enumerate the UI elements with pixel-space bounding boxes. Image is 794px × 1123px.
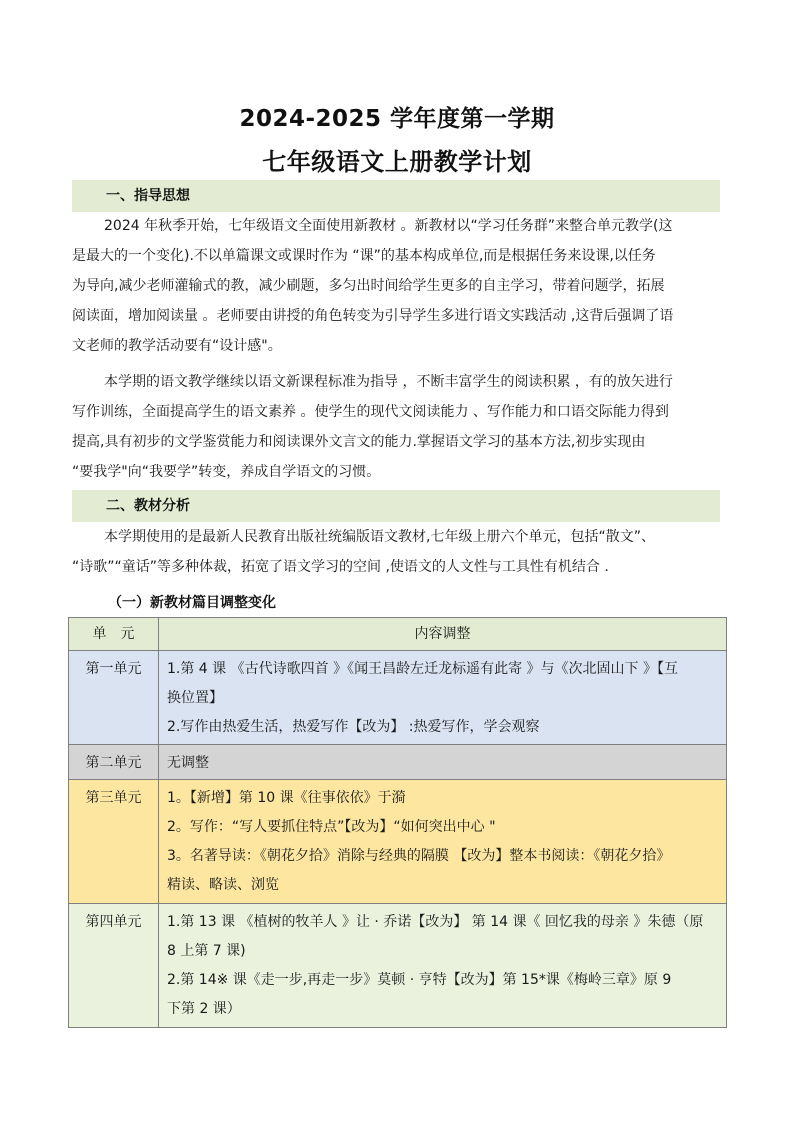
section-heading-guiding-ideology: 一、指导思想	[72, 180, 720, 212]
table-header-content: 内容调整	[159, 618, 727, 651]
content-line: 2.写作由热爱生活，热爱写作【改为】 :热爱写作，学会观察	[167, 719, 540, 735]
paragraph-line: 写作训练，全面提高学生的语文素养 。使学生的现代文阅读能力 、写作能力和口语交际能力得到	[72, 404, 669, 420]
unit-cell: 第二单元	[69, 745, 159, 780]
unit-cell: 第三单元	[69, 780, 159, 904]
content-line: 精读、略读、浏览	[167, 877, 279, 893]
paragraph-line: 文老师的教学活动要有“设计感"。	[72, 338, 282, 354]
paragraph-line: 为导向,减少老师灌输式的教，减少刷题，多匀出时间给学生更多的自主学习，带着问题学，拓展	[72, 278, 665, 294]
paragraph-line: “要我学"向“我要学”转变，养成自学语文的习惯。	[72, 464, 381, 480]
content-line: 2。写作：“写人要抓住特点”【改为】“如何突出中心 "	[167, 819, 496, 835]
content-line: 1。【新增】第 10 课《往事依依》于漪	[167, 790, 406, 806]
subheading-adjustments: （一）新教材篇目调整变化	[108, 595, 276, 611]
content-line: 1.第 4 课 《古代诗歌四首 》《闻王昌龄左迁龙标遥有此寄 》与《次北固山下 》【互	[167, 661, 678, 677]
paragraph-textbook-overview	[72, 522, 728, 582]
table-row	[69, 651, 727, 745]
unit-cell: 第一单元	[69, 651, 159, 745]
document-title-main: 七年级语文上册教学计划	[262, 148, 532, 176]
paragraph-line: 提高,具有初步的文学鉴赏能力和阅读课外文言文的能力.掌握语文学习的基本方法,初步实现由	[72, 434, 646, 450]
paragraph-line: 本学期的语文教学继续以语文新课程标准为指导 ，不断丰富学生的阅读积累 ，有的放矢进行	[104, 374, 673, 390]
content-line: 2.第 14※ 课《走一步,再走一步》莫顿 · 亨特【改为】第 15*课《梅岭三章》原 9	[167, 972, 672, 988]
content-line: 无调整	[167, 755, 209, 771]
table-row	[69, 745, 727, 780]
content-line: 3。名著导读：《朝花夕拾》消除与经典的隔膜 【改为】整本书阅读：《朝花夕拾》	[167, 848, 671, 864]
table-row	[69, 780, 727, 904]
adjustment-table	[68, 617, 727, 1028]
paragraph-line: “诗歌”“童话”等多种体裁，拓宽了语文学习的空间 ,使语文的人文性与工具性有机结合 .	[72, 559, 609, 575]
paragraph-line: 是最大的一个变化).不以单篇课文或课时作为 “课”的基本构成单位,而是根据任务来设课,以任务	[72, 248, 656, 264]
content-cell	[159, 745, 727, 780]
content-line: 换位置】	[167, 690, 223, 706]
section-heading-textbook-analysis: 二、教材分析	[72, 490, 720, 522]
document-title-year: 2024-2025 学年度第一学期	[239, 106, 555, 132]
paragraph-line: 本学期使用的是最新人民教育出版社统编版语文教材,七年级上册六个单元，包括“散文”、	[104, 529, 655, 545]
content-cell	[159, 904, 727, 1028]
content-line: 1.第 13 课 《植树的牧羊人 》让 · 乔诺【改为】 第 14 课《 回忆我的母亲 》朱德（原	[167, 914, 704, 930]
unit-cell: 第四单元	[69, 904, 159, 1028]
paragraph-line: 2024 年秋季开始，七年级语文全面使用新教材 。新教材以“学习任务群”来整合单元教学(这	[104, 218, 673, 234]
paragraph-new-textbook	[72, 211, 728, 361]
table-header-unit: 单 元	[69, 618, 159, 651]
content-cell	[159, 651, 727, 745]
content-line: 下第 2 课）	[167, 1001, 241, 1017]
table-header-row	[69, 618, 727, 651]
content-cell	[159, 780, 727, 904]
table-row	[69, 904, 727, 1028]
paragraph-line: 阅读面，增加阅读量 。老师要由讲授的角色转变为引导学生多进行语文实践活动 ,这背后强调了语	[72, 308, 674, 324]
content-line: 8 上第 7 课)	[167, 943, 246, 959]
paragraph-teaching-goals	[72, 367, 728, 487]
